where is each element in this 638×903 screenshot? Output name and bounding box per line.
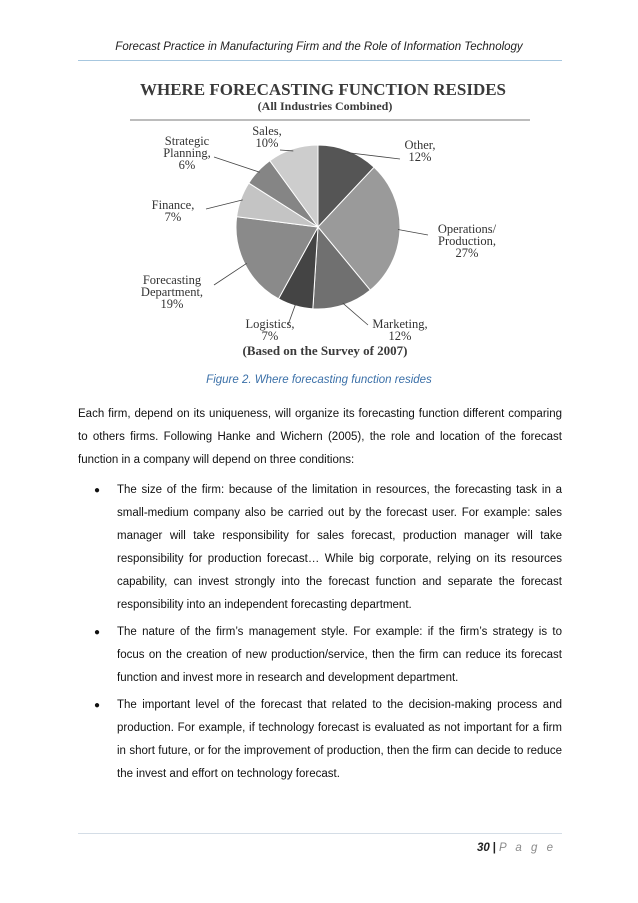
pie-chart (130, 75, 530, 365)
chart-subtitle: (All Industries Combined) (257, 99, 393, 113)
slice-label-line: Production, (438, 234, 496, 248)
chart-title: WHERE FORECASTING FUNCTION RESIDES (139, 80, 507, 99)
header-divider (78, 60, 562, 61)
figure-caption: Figure 2. Where forecasting function resides (206, 374, 432, 386)
slice-label-line: 12% (408, 150, 432, 164)
slice-label (141, 273, 203, 311)
list-item (78, 621, 562, 690)
slice-label (438, 222, 497, 260)
slice-label-line: 10% (255, 136, 279, 150)
footer-divider (78, 833, 562, 834)
list-item-text: The important level of the forecast that related to the decision-making process and production. For example, if technology forecast is evaluated as not important for a firm in short future, or for the improvement of production, then the firm can decide to reduce the invest and effort on technology forecast. (117, 699, 562, 780)
pie-slices (236, 145, 400, 309)
slice-label-line: 7% (261, 329, 279, 343)
slice-label (252, 124, 282, 150)
slice-label-line: Department, (140, 285, 204, 299)
slice-label (163, 134, 211, 172)
conditions-list (78, 479, 562, 786)
intro-paragraph: Each firm, depend on its uniqueness, will organize its forecasting function different comparing to others firms. Following Hanke and Wichern (2005), the role and location of the forecast function in a company will depend on three conditions: (78, 408, 562, 466)
page-footer (477, 842, 556, 854)
slice-label-line: 19% (160, 297, 184, 311)
leader-line (343, 303, 368, 325)
slice-label-line: Operations/ (437, 222, 497, 236)
body-text (78, 403, 562, 790)
slice-label-line: 27% (455, 246, 479, 260)
list-item-text: The size of the firm: because of the limitation in resources, the forecasting task in a small-medium company also be carried out by the forecast user. For example: sales manager will take responsibility for sales forecast, production manager will take responsibility for production forecast… While big corporate, relying on its resources capability, can invest strongly into the forecast function and separate the forecast responsibility into an independent forecasting department. (117, 484, 562, 611)
page-separator: | (492, 842, 496, 854)
slice-label-line: Logistics, (245, 317, 295, 331)
slice-label (404, 138, 435, 164)
list-item (78, 479, 562, 617)
slice-label-line: Strategic (164, 134, 210, 148)
pie-chart-figure (130, 75, 530, 365)
slice-label-line: Marketing, (372, 317, 428, 331)
slice-label-line: Other, (404, 138, 436, 152)
slice-label-line: 12% (388, 329, 412, 343)
slice-label-line: Planning, (163, 146, 211, 160)
bullet-icon: ● (94, 485, 101, 496)
list-item-text: The nature of the firm’s management style. For example: if the firm’s strategy is to focus on the creation of new production/service, then the firm can reduce its forecast function and invest more in research and development department. (117, 626, 562, 684)
slice-label-line: Finance, (151, 198, 195, 212)
leader-line (214, 263, 247, 285)
leader-line (398, 230, 428, 235)
slice-label (246, 317, 295, 343)
slice-label-line: 7% (164, 210, 182, 224)
slice-label-line: Sales, (252, 124, 282, 138)
page-number: 30 (476, 842, 490, 854)
slice-label (372, 317, 427, 343)
bullet-icon: ● (94, 700, 101, 711)
chart-footer-note: (Based on the Survey of 2007) (242, 343, 408, 358)
leader-line (214, 157, 260, 172)
running-header: Forecast Practice in Manufacturing Firm and the Role of Information Technology (115, 41, 523, 53)
slice-label-line: Forecasting (142, 273, 202, 287)
page-word: P a g e (498, 842, 556, 854)
bullet-icon: ● (94, 627, 101, 638)
slice-label-line: 6% (178, 158, 196, 172)
list-item (78, 694, 562, 786)
slice-label (152, 198, 195, 224)
leader-line (206, 200, 243, 209)
